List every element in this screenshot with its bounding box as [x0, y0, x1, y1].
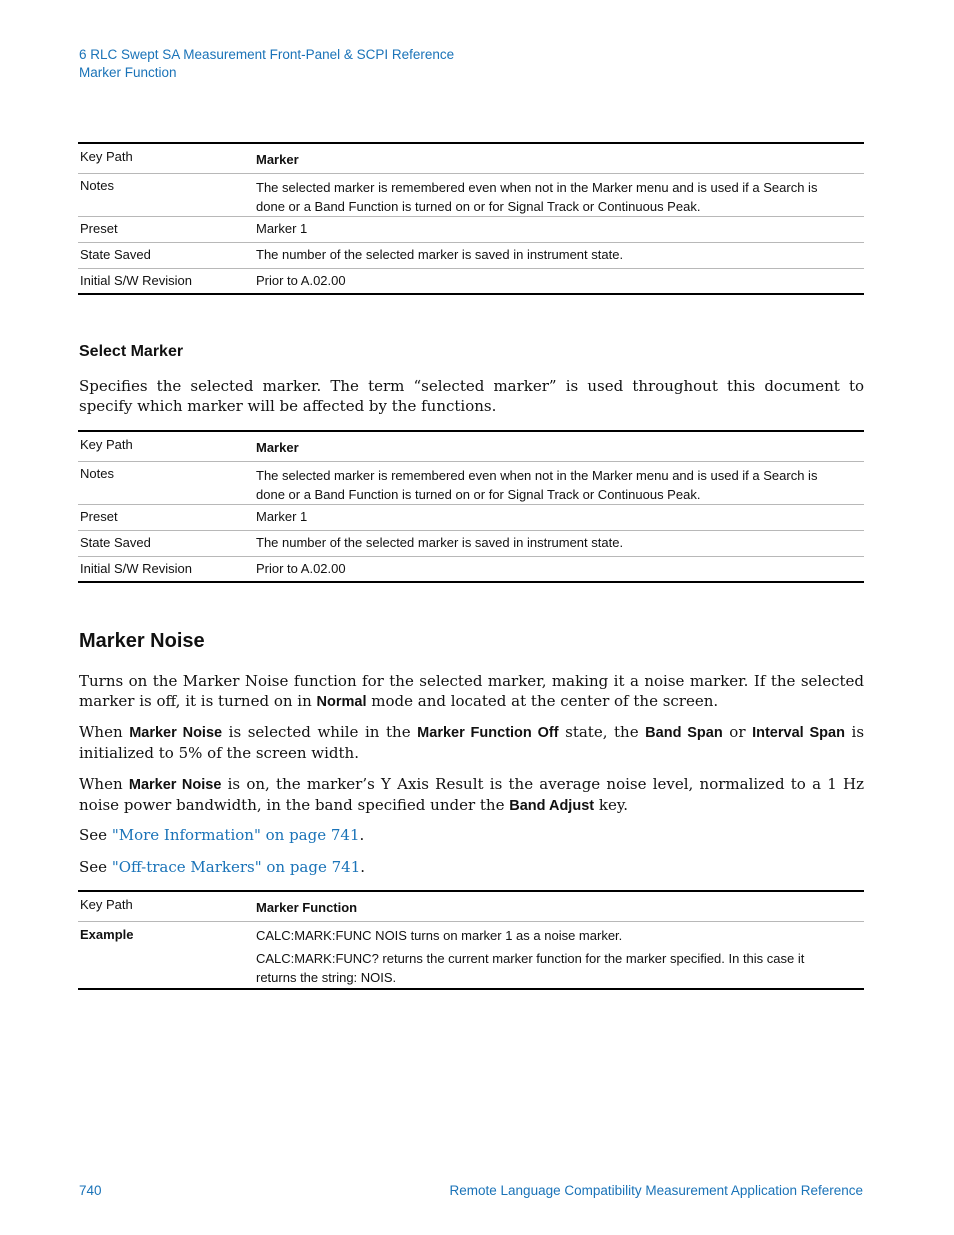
- table-row: [78, 216, 864, 242]
- softkey-marker-function-off: Marker Function Off: [417, 725, 559, 741]
- example-line: CALC:MARK:FUNC NOIS turns on marker 1 as a noise marker.: [256, 927, 623, 943]
- section-heading-marker-noise: Marker Noise: [79, 630, 205, 652]
- chapter-title: 6 RLC Swept SA Measurement Front-Panel & SCPI Reference: [79, 47, 455, 62]
- softkey-band-adjust: Band Adjust: [509, 798, 595, 814]
- row-label: Initial S/W Revision: [78, 268, 252, 294]
- softkey-marker-noise: Marker Noise: [128, 777, 222, 793]
- row-value: Prior to A.02.00: [252, 268, 864, 294]
- key-path-table-3: [78, 890, 864, 990]
- section-heading-select-marker: Select Marker: [79, 343, 184, 360]
- row-label: State Saved: [78, 242, 252, 268]
- table-row: [78, 556, 864, 582]
- table-row: [78, 504, 864, 530]
- marker-noise-paragraph-2: [79, 722, 864, 763]
- marker-noise-paragraph-1: [79, 671, 864, 712]
- row-value: Marker Function: [252, 891, 864, 921]
- section-title: Marker Function: [79, 65, 177, 80]
- row-label: Key Path: [78, 891, 252, 921]
- document-title: Remote Language Compatibility Measurement Application Reference: [449, 1183, 863, 1198]
- table-row: [78, 173, 864, 216]
- example-line: CALC:MARK:FUNC? returns the current marker function for the marker specified. In this case it returns the string: NOIS.: [256, 950, 805, 985]
- text-run: is on, the marker’s Y Axis Result is the average noise level, normalized to a 1 Hz noise power bandwidth, in the band specified under the: [79, 775, 865, 814]
- row-value: Prior to A.02.00: [252, 556, 864, 582]
- select-marker-description: Specifies the selected marker. The term “selected marker” is used throughout this document to specify which marker will be affected by the functions.: [79, 377, 864, 415]
- row-label: Initial S/W Revision: [78, 556, 252, 582]
- text-run: mode and located at the center of the screen.: [366, 692, 719, 710]
- marker-noise-paragraph-3: [79, 774, 864, 816]
- table-row: [78, 143, 864, 173]
- key-path-table-2: [78, 430, 864, 583]
- running-header: [79, 46, 454, 82]
- table-row: [78, 431, 864, 461]
- row-value: The selected marker is remembered even when not in the Marker menu and is used if a Search is done or a Band Function is turned on or for Signal Track or Continuous Peak.: [252, 173, 864, 216]
- table-row: [78, 891, 864, 921]
- text-run: When: [79, 723, 130, 741]
- text-run: When: [79, 775, 129, 793]
- softkey-marker-noise: Marker Noise: [129, 725, 223, 741]
- text-run: or: [722, 723, 753, 741]
- softkey-interval-span: Interval Span: [752, 725, 845, 741]
- row-value: Marker: [252, 143, 864, 173]
- table-row: [78, 268, 864, 294]
- link-more-information[interactable]: "More Information" on page 741: [111, 826, 360, 844]
- see-off-trace-markers: [79, 857, 864, 877]
- table-row: [78, 921, 864, 989]
- row-value: The selected marker is remembered even when not in the Marker menu and is used if a Search is done or a Band Function is turned on or for Signal Track or Continuous Peak.: [252, 461, 864, 504]
- row-value: The number of the selected marker is saved in instrument state.: [252, 530, 864, 556]
- text-run: state, the: [558, 723, 646, 741]
- row-label: Notes: [78, 461, 252, 504]
- row-label: Key Path: [78, 431, 252, 461]
- text-run: .: [359, 826, 365, 844]
- text-run: .: [360, 858, 366, 876]
- see-more-information: [79, 825, 864, 845]
- link-off-trace-markers[interactable]: "Off-trace Markers" on page 741: [111, 858, 361, 876]
- text-run: See: [79, 858, 112, 876]
- text-run: See: [79, 826, 112, 844]
- key-path-table-1: [78, 142, 864, 295]
- row-value: Marker: [252, 431, 864, 461]
- row-value: Marker 1: [252, 216, 864, 242]
- text-run: key.: [594, 796, 629, 814]
- text-run: is selected while in the: [222, 723, 418, 741]
- text-run: is initialized to 5% of the screen width.: [79, 723, 865, 762]
- table-row: [78, 461, 864, 504]
- row-label: Preset: [78, 216, 252, 242]
- row-label: Example: [78, 921, 252, 989]
- row-value: [252, 921, 864, 989]
- text-run: Turns on the Marker Noise function for the selected marker, making it a noise marker. If the selected marker is off, it is turned on in: [79, 672, 864, 710]
- row-value: The number of the selected marker is saved in instrument state.: [252, 242, 864, 268]
- page-number: 740: [79, 1183, 102, 1198]
- softkey-band-span: Band Span: [645, 725, 723, 741]
- row-label: Preset: [78, 504, 252, 530]
- table-row: [78, 530, 864, 556]
- row-label: State Saved: [78, 530, 252, 556]
- row-label: Key Path: [78, 143, 252, 173]
- table-row: [78, 242, 864, 268]
- row-value: Marker 1: [252, 504, 864, 530]
- row-label: Notes: [78, 173, 252, 216]
- softkey-normal: Normal: [316, 694, 367, 710]
